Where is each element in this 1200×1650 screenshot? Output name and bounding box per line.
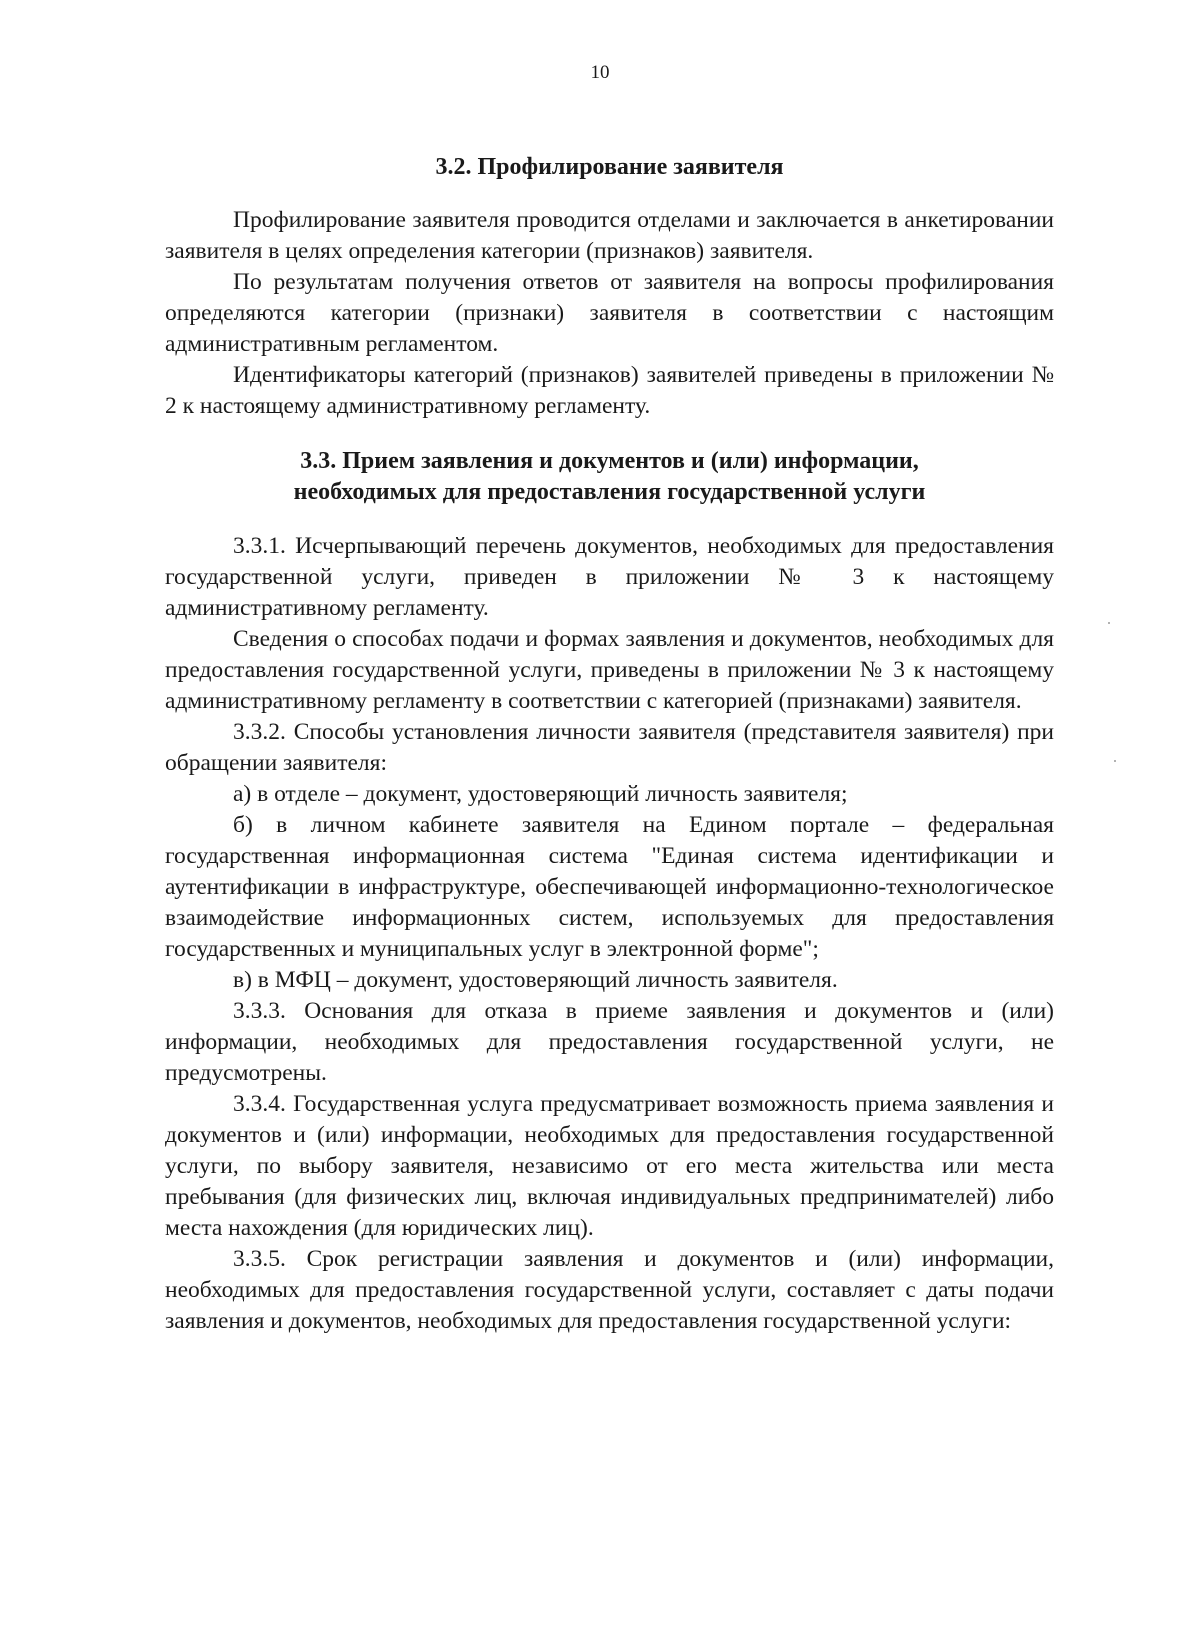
list-item-a: а) в отделе – документ, удостоверяющий личность заявителя;	[233, 781, 848, 807]
page-content	[165, 152, 1054, 1337]
page-number: 10	[590, 62, 610, 83]
section-3-3-title-line2: необходимых для предоставления государственной услуги	[293, 479, 926, 505]
paragraph: По результатам получения ответов от заявителя на вопросы профилирования определяются категории (признаки) заявителя в соответствии с настоящим административным регламентом.	[165, 269, 1054, 357]
list-item-c: в) в МФЦ – документ, удостоверяющий личность заявителя.	[233, 967, 838, 993]
paragraph: Идентификаторы категорий (признаков) заявителей приведены в приложении № 2 к настоящему административному регламенту.	[165, 362, 1054, 419]
paragraph: Сведения о способах подачи и формах заявления и документов, необходимых для предоставления государственной услуги, приведены в приложении № 3 к настоящему административному регламенту в соответствии с категорией (признаками) заявителя.	[165, 626, 1054, 714]
paragraph: Профилирование заявителя проводится отделами и заключается в анкетировании заявителя в целях определения категории (признаков) заявителя.	[165, 207, 1054, 264]
paragraph: 3.3.5. Срок регистрации заявления и документов и (или) информации, необходимых для предоставления государственной услуги, составляет с даты подачи заявления и документов, необходимых для предоставления государственной услуги:	[165, 1246, 1054, 1334]
section-3-3-title-line1: 3.3. Прием заявления и документов и (или) информации,	[300, 448, 919, 474]
list-item-b: б) в личном кабинете заявителя на Едином портале – федеральная государственная информационная система "Единая система идентификации и аутентификации в инфраструктуре, обеспечивающей информационно-технологическое взаимодействие информационных систем, используемых для предоставления государственных и муниципальных услуг в электронной форме";	[165, 812, 1054, 962]
section-3-3-title	[165, 446, 1054, 508]
scan-speck	[1108, 622, 1110, 624]
section-3-2-title: 3.2. Профилирование заявителя	[435, 154, 784, 180]
paragraph: 3.3.1. Исчерпывающий перечень документов, необходимых для предоставления государственной услуги, приведен в приложении № 3 к настоящему административному регламенту.	[165, 533, 1054, 621]
paragraph: 3.3.2. Способы установления личности заявителя (представителя заявителя) при обращении заявителя:	[165, 719, 1054, 776]
paragraph: 3.3.3. Основания для отказа в приеме заявления и документов и (или) информации, необходимых для предоставления государственной услуги, не предусмотрены.	[165, 998, 1054, 1086]
paragraph: 3.3.4. Государственная услуга предусматривает возможность приема заявления и документов и (или) информации, необходимых для предоставления государственной услуги, по выбору заявителя, независимо от его места жительства или места пребывания (для физических лиц, включая индивидуальных предпринимателей) либо места нахождения (для юридических лиц).	[165, 1091, 1054, 1241]
scan-speck	[1114, 760, 1116, 762]
